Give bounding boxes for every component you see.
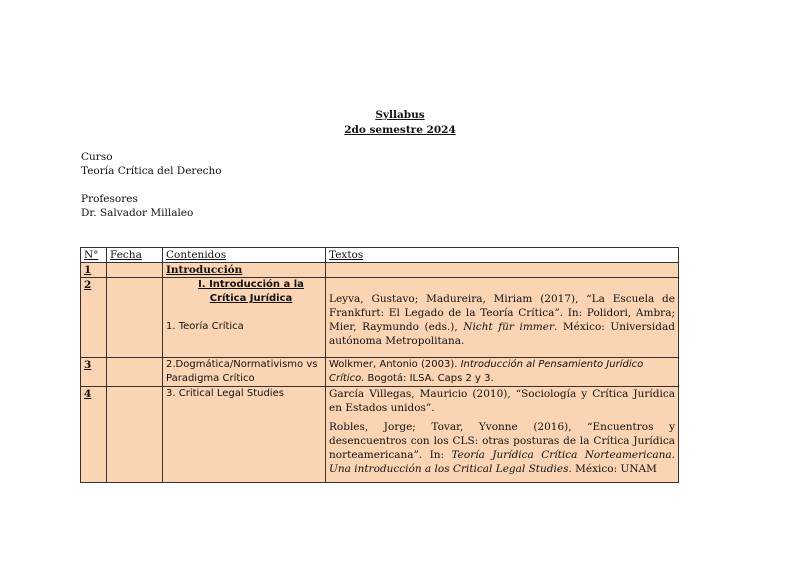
header-num: N° <box>81 248 107 263</box>
row-contents <box>163 278 326 358</box>
row-contents: Introducción <box>163 263 326 278</box>
row-num: 1 <box>81 263 107 278</box>
row-date <box>107 278 163 358</box>
row-num: 2 <box>81 278 107 358</box>
row-date <box>107 263 163 278</box>
table-row <box>81 358 679 387</box>
section-item: 1. Teoría Crítica <box>166 321 244 332</box>
citation-end: Bogotá: ILSA. Caps 2 y 3. <box>364 373 494 384</box>
professor-name: Dr. Salvador Millaleo <box>81 207 194 219</box>
row-num: 4 <box>81 387 107 483</box>
row-date <box>107 387 163 483</box>
citation-block <box>329 420 675 476</box>
citation-title: Nicht für immer <box>463 321 554 333</box>
row-num: 3 <box>81 358 107 387</box>
professors-label: Profesores <box>81 193 138 205</box>
course-name: Teoría Crítica del Derecho <box>81 165 222 177</box>
section-heading: I. Introducción a la Crítica Jurídica <box>198 279 304 304</box>
header-date: Fecha <box>107 248 163 263</box>
syllabus-table <box>80 247 679 483</box>
semester-subtitle: 2do semestre 2024 <box>344 124 456 136</box>
row-texts <box>326 387 679 483</box>
table-row <box>81 387 679 483</box>
table-row <box>81 263 679 278</box>
row-date <box>107 358 163 387</box>
syllabus-title: Syllabus <box>375 109 425 121</box>
table-row <box>81 278 679 358</box>
citation-text: Wolkmer, Antonio (2003). <box>329 359 461 370</box>
row-contents: 2.Dogmática/Normativismo vs Paradigma Crítico <box>163 358 326 387</box>
row-contents: 3. Critical Legal Studies <box>163 387 326 483</box>
table-header-row <box>81 248 679 263</box>
citation-text: Leyva, Gustavo; Madureira, Miriam (2017), “La Escuela de Frankfurt: El Legado de la Teoría Crítica”. In: Polidori, Ambra; Mier, Raymundo (eds.), <box>329 293 675 333</box>
citation-end: . México: UNAM <box>568 463 657 475</box>
header-texts: Textos <box>326 248 679 263</box>
row-texts <box>326 263 679 278</box>
citation-text: Robles, Jorge; Tovar, Yvonne (2016), “Encuentros y desencuentros con los CLS: otras posturas de la Crítica Jurídica norteamericana”. In: <box>329 421 675 461</box>
citation-end: . México: Universidad autónoma Metropolitana. <box>329 321 675 347</box>
header-contents: Contenidos <box>163 248 326 263</box>
citation-text: García Villegas, Mauricio (2010), “Sociología y Crítica Jurídica en Estados unidos”. <box>329 388 675 414</box>
citation-title: Introducción al Pensamiento Jurídico Crítico. <box>329 359 644 384</box>
row-texts <box>326 358 679 387</box>
citation-title: Teoría Jurídica Crítica Norteamericana. Una introducción a los Critical Legal Studies <box>329 449 675 475</box>
course-label: Curso <box>81 151 113 163</box>
row-texts <box>326 278 679 358</box>
